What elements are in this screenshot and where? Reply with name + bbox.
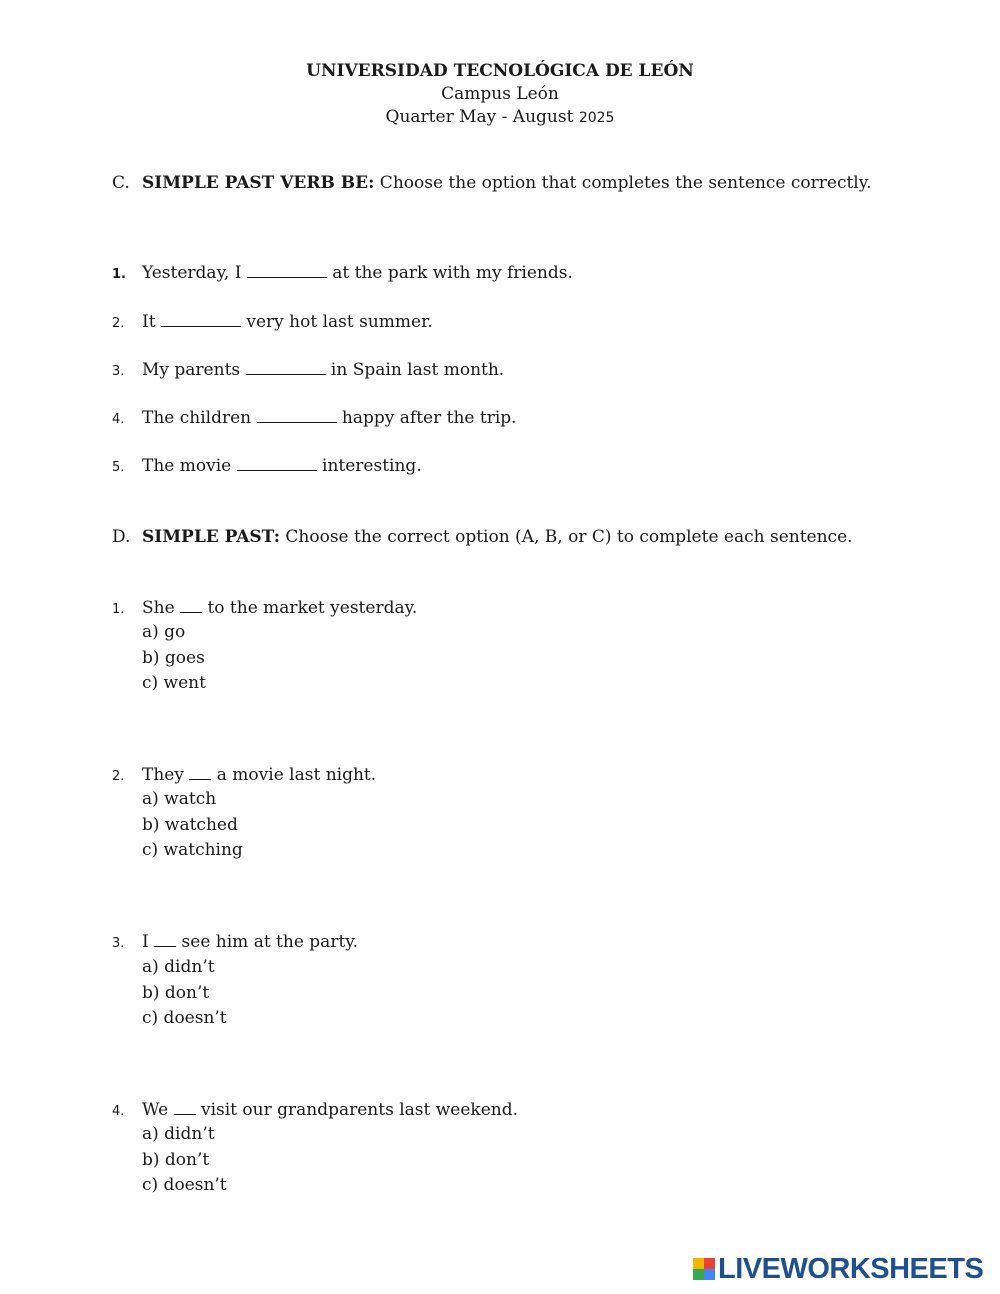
question-text-after: to the market yesterday. xyxy=(202,598,418,618)
question-number: 2. xyxy=(112,769,125,784)
answer-blank[interactable] xyxy=(161,312,241,327)
answer-blank[interactable] xyxy=(154,932,176,947)
section-d-question-3 xyxy=(112,931,358,955)
answer-blank[interactable] xyxy=(180,598,202,613)
question-text-before: It xyxy=(142,312,161,332)
option-a[interactable]: a) didn’t xyxy=(142,1124,215,1144)
option-c[interactable]: c) went xyxy=(142,673,206,693)
question-text-before: They xyxy=(142,765,190,785)
question-text-before: She xyxy=(142,598,181,618)
section-c-letter: C. xyxy=(112,173,130,193)
question-text-after: see him at the party. xyxy=(176,932,359,952)
question-text-after: interesting. xyxy=(316,456,422,476)
option-b[interactable]: b) don’t xyxy=(142,982,210,1003)
option-a[interactable]: a) didn’t xyxy=(142,957,215,977)
liveworksheets-logo[interactable] xyxy=(693,1255,983,1283)
question-text-before: The movie xyxy=(142,456,237,476)
section-c-question-3 xyxy=(112,359,504,383)
answer-blank[interactable] xyxy=(174,1100,196,1115)
option-c[interactable]: c) doesn’t xyxy=(142,1175,227,1195)
section-d-question-4 xyxy=(112,1099,518,1123)
answer-blank[interactable] xyxy=(257,408,337,423)
question-text-after: very hot last summer. xyxy=(240,312,433,332)
question-text-after: at the park with my friends. xyxy=(326,263,573,283)
question-text-before: We xyxy=(142,1100,174,1120)
question-number: 3. xyxy=(112,364,125,379)
university-name: UNIVERSIDAD TECNOLÓGICA DE LEÓN xyxy=(306,61,694,81)
question-text-before: Yesterday, I xyxy=(142,263,247,283)
section-c-title: SIMPLE PAST VERB BE: xyxy=(142,173,375,193)
section-d-instruction: Choose the correct option (A, B, or C) to complete each sentence. xyxy=(280,527,853,547)
question-text-before: The children xyxy=(142,408,257,428)
quarter-year: 2025 xyxy=(578,110,615,126)
question-number: 1. xyxy=(112,602,125,617)
section-d-question-1-options xyxy=(142,620,206,697)
logo-square-red xyxy=(704,1258,715,1269)
option-b[interactable]: b) goes xyxy=(142,647,205,668)
section-c-question-4 xyxy=(112,407,517,431)
question-text-before: I xyxy=(142,932,155,952)
question-text-before: My parents xyxy=(142,360,246,380)
option-b[interactable]: b) watched xyxy=(142,814,238,835)
option-a[interactable]: a) go xyxy=(142,622,186,642)
option-a[interactable]: a) watch xyxy=(142,789,217,809)
answer-blank[interactable] xyxy=(237,456,317,471)
section-c-question-5 xyxy=(112,455,422,479)
question-text-after: happy after the trip. xyxy=(336,408,517,428)
section-d-question-4-options xyxy=(142,1122,227,1199)
section-d-question-2 xyxy=(112,764,376,788)
section-c-question-2 xyxy=(112,311,433,335)
question-number: 2. xyxy=(112,316,125,331)
document-header xyxy=(0,60,1000,130)
question-number: 5. xyxy=(112,460,125,475)
section-d-title: SIMPLE PAST: xyxy=(142,527,280,547)
logo-square-green xyxy=(693,1269,704,1280)
option-c[interactable]: c) watching xyxy=(142,840,243,860)
section-c-heading xyxy=(112,172,871,194)
option-b[interactable]: b) don’t xyxy=(142,1149,210,1170)
quarter-text: Quarter May ‐ August xyxy=(385,107,574,127)
question-text-after: a movie last night. xyxy=(211,765,377,785)
question-number: 3. xyxy=(112,936,125,951)
section-d-question-3-options xyxy=(142,955,227,1032)
question-text-after: visit our grandparents last weekend. xyxy=(195,1100,519,1120)
question-number: 4. xyxy=(112,412,125,427)
section-d-question-1 xyxy=(112,597,417,621)
quarter-line xyxy=(0,106,1000,130)
section-c-instruction: Choose the option that completes the sentence correctly. xyxy=(374,173,872,193)
answer-blank[interactable] xyxy=(189,765,211,780)
liveworksheets-logo-icon xyxy=(693,1258,715,1280)
question-text-after: in Spain last month. xyxy=(325,360,505,380)
answer-blank[interactable] xyxy=(246,360,326,375)
option-c[interactable]: c) doesn’t xyxy=(142,1008,227,1028)
section-d-letter: D. xyxy=(112,527,131,547)
section-d-question-2-options xyxy=(142,787,243,864)
answer-blank[interactable] xyxy=(247,263,327,278)
section-d-heading xyxy=(112,526,853,548)
question-number: 1. xyxy=(112,267,126,282)
section-c-question-1 xyxy=(112,262,573,286)
campus-name: Campus León xyxy=(441,84,559,104)
question-number: 4. xyxy=(112,1104,125,1119)
liveworksheets-brand-text: LIVEWORKSHEETS xyxy=(718,1253,984,1285)
logo-square-blue xyxy=(704,1269,715,1280)
logo-square-yellow xyxy=(693,1258,704,1269)
